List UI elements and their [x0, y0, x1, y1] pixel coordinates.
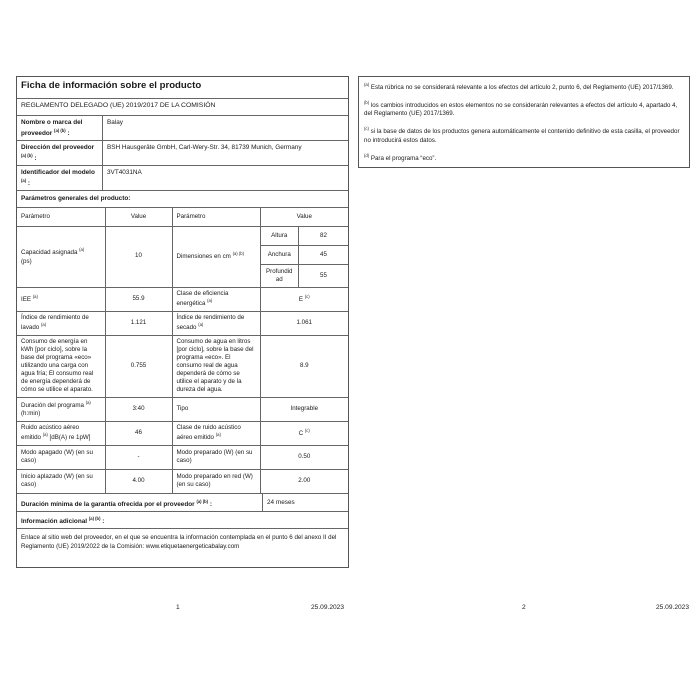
noise-class-label: Clase de ruido acústico aéreo emitido $^{(a)}$: [172, 421, 260, 445]
table-row: [17, 421, 348, 445]
address-row: [17, 141, 348, 166]
energy-value: 0.755: [105, 335, 172, 397]
duration-label: Duración del programa $^{(a)}$ (h:min): [17, 397, 105, 421]
table-row: [17, 469, 348, 493]
standby-label: Modo preparado (W) (en su caso): [172, 445, 260, 469]
header-param-2: Parámetro: [172, 208, 260, 226]
iee-value: 55.9: [105, 287, 172, 311]
capacity-label: Capacidad asignada $^{(a)}$ (ps): [17, 226, 105, 287]
page-number-1: 1: [176, 604, 180, 611]
product-info-sheet: [16, 76, 349, 568]
depth-label: Profundidad: [261, 265, 299, 287]
model-value: 3VT4031NA: [107, 169, 142, 176]
delay-start-label: Inicio aplazado (W) (en su caso): [17, 469, 105, 493]
regulation-title: REGLAMENTO DELEGADO (UE) 2019/2017 DE LA COMISIÓN: [17, 99, 348, 116]
iee-label: IEE $^{(a)}$: [17, 287, 105, 311]
capacity-value: 10: [105, 226, 172, 287]
duration-value: 3:40: [105, 397, 172, 421]
table-row: [17, 226, 348, 287]
dimensions-table: [261, 227, 349, 287]
dimensions-cell: [260, 226, 348, 287]
header-value-2: Value: [260, 208, 348, 226]
table-row: [17, 445, 348, 469]
off-mode-label: Modo apagado (W) (en su caso): [17, 445, 105, 469]
additional-info-heading: Información adicional $^{(a) (b)}$ :: [17, 512, 348, 529]
table-row: [17, 397, 348, 421]
guarantee-row: [17, 494, 348, 512]
footnotes-box: [358, 76, 690, 168]
type-label: Tipo: [172, 397, 260, 421]
wash-perf-label: Índice de rendimiento de lavado $^{(a)}$: [17, 311, 105, 335]
type-value: Integrable: [260, 397, 348, 421]
model-label: Identificador del modelo $^{(a)}$ :: [17, 166, 103, 190]
model-row: [17, 166, 348, 191]
off-mode-value: -: [105, 445, 172, 469]
address-value: BSH Hausgeräte GmbH, Carl-Wery-Str. 34, 81739 Munich, Germany: [107, 144, 302, 151]
table-row: [17, 287, 348, 311]
water-label: Consumo de agua en litros [por ciclo], sobre la base del programa «eco». El consumo real de agua dependerá de cómo se utilice el aparato y de la dureza del agua.: [172, 335, 260, 397]
guarantee-label: Duración mínima de la garantía ofrecida por el proveedor $^{(a) (b)}$ :: [17, 494, 263, 511]
eff-class-label: Clase de eficiencia energética $^{(a)}$: [172, 287, 260, 311]
params-table: [17, 208, 348, 493]
additional-info-text: Enlace al sitio web del proveedor, en el que se encuentra la información contemplada en el punto 6 del anexo II del Reglamento (UE) 2019/2022 de la Comisión: www.etiquetaenergeticabalay.com: [21, 534, 337, 550]
height-value: 82: [299, 227, 349, 246]
table-header-row: [17, 208, 348, 226]
page-2: [350, 0, 700, 700]
general-params-heading: Parámetros generales del producto:: [17, 191, 348, 208]
dimensions-label: Dimensiones en cm $^{(a) (b)}$: [172, 226, 260, 287]
wash-perf-value: 1.121: [105, 311, 172, 335]
networked-standby-label: Modo preparado en red (W) (en su caso): [172, 469, 260, 493]
header-value: Value: [105, 208, 172, 226]
page-number-2: 2: [522, 604, 526, 611]
width-label: Anchura: [261, 246, 299, 265]
dry-perf-value: 1.061: [260, 311, 348, 335]
energy-label: Consumo de energía en kWh [por ciclo], sobre la base del programa «eco» utilizando una carga con agua fría; El consumo real de energía dependerá de cómo se utilice el aparato.: [17, 335, 105, 397]
guarantee-value: 24 meses: [267, 499, 295, 506]
page-date-1: 25.09.2023: [311, 604, 345, 611]
supplier-label: Nombre o marca del proveedor $^{(a) (b)}$ :: [17, 116, 103, 140]
address-label: Dirección del proveedor $^{(a) (b)}$ :: [17, 141, 103, 165]
table-row: [17, 311, 348, 335]
footnote-d: $^{(d)}$ Para el programa “eco”.: [364, 152, 437, 162]
table-row: [17, 335, 348, 397]
supplier-row: [17, 116, 348, 141]
width-value: 45: [299, 246, 349, 265]
sheet-title: Ficha de información sobre el producto: [17, 77, 348, 99]
depth-value: 55: [299, 265, 349, 287]
height-label: Altura: [261, 227, 299, 246]
dry-perf-label: Índice de rendimiento de secado $^{(a)}$: [172, 311, 260, 335]
noise-class-value: C $^{(c)}$: [260, 421, 348, 445]
footnote-c: $^{(c)}$ si la base de datos de los productos genera automáticamente el contenido definitivo de esta casilla, el proveedor no introducirá estos datos.: [364, 126, 680, 144]
supplier-value: Balay: [107, 119, 123, 126]
footnote-b: $^{(b)}$ los cambios introducidos en estos elementos no se considerarán relevantes a efectos del artículo 4, apartado 4, del Reglamento (UE) 2017/1369.: [364, 99, 678, 118]
noise-value: 46: [105, 421, 172, 445]
noise-label: Ruido acústico aéreo emitido $^{(a)}$ [dB(A) re 1pW]: [17, 421, 105, 445]
delay-start-value: 4.00: [105, 469, 172, 493]
water-value: 8.9: [260, 335, 348, 397]
page-date-2: 25.09.2023: [656, 604, 690, 611]
params-table-wrap: [17, 208, 348, 494]
eff-class-value: E $^{(c)}$: [260, 287, 348, 311]
networked-standby-value: 2.00: [260, 469, 348, 493]
standby-value: 0.50: [260, 445, 348, 469]
footnote-a: $^{(a)}$ Esta rúbrica no se considerará relevante a los efectos del artículo 2, punto 6, del Reglamento (UE) 2017/1369.: [364, 82, 674, 92]
header-param: Parámetro: [17, 208, 105, 226]
